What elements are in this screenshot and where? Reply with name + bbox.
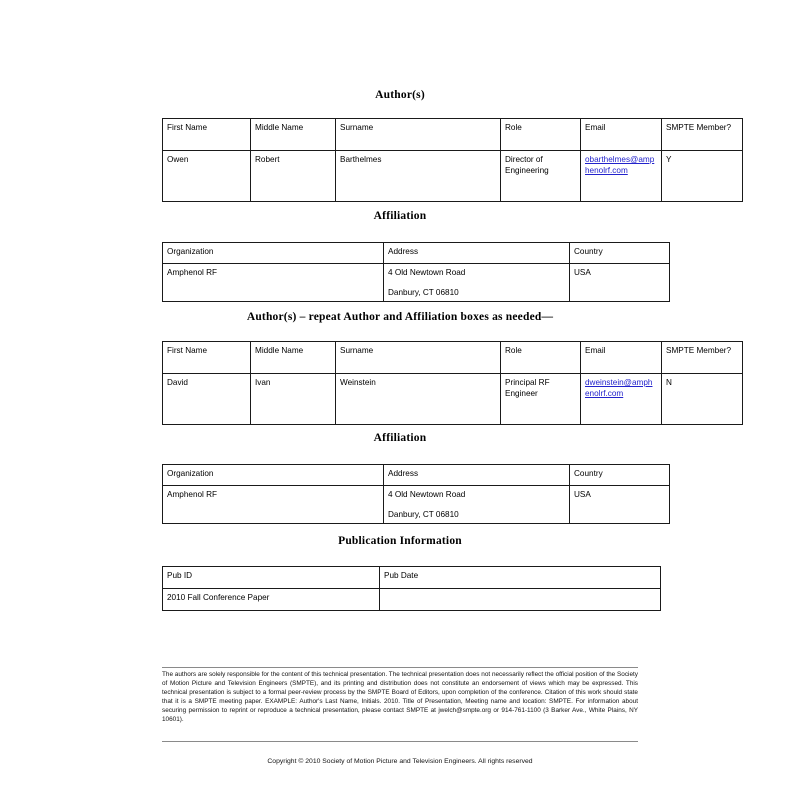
table-row [163,374,743,425]
header-smpte-member: SMPTE Member? [662,342,743,374]
header-smpte-member: SMPTE Member? [662,119,743,151]
header-pub-date: Pub Date [380,567,661,589]
cell-address [384,264,570,302]
footer-disclaimer: The authors are solely responsible for the content of this technical presentation. The technical presentation does not necessarily reflect the official position of the Society of Motion Picture and Television Engineers (SMPTE), and its printing and distribution does not constitute an endorsement of views which may be expressed. This technical presentation is subject to a formal peer-review process by the SMPTE Board of Editors, upon completion of the conference. Citation of this work should state that it is a SMPTE meeting paper. EXAMPLE: Author's Last Name, Initials. 2010. Title of Presentation, Meeting name and location: SMPTE. For information about securing permission to reprint or reproduce a technical presentation, please contact SMPTE at jwelch@smpte.org or 914-761-1100 (3 Barker Ave., White Plains, NY 10601). [162,671,638,723]
cell-smpte-member: N [662,374,743,425]
authors-section-heading: Author(s) [375,89,425,101]
cell-role: Director of Engineering [501,151,581,202]
table-header-row [163,342,743,374]
table-row [163,151,743,202]
header-middle-name: Middle Name [251,119,336,151]
header-role: Role [501,342,581,374]
header-email: Email [581,342,662,374]
header-address: Address [384,243,570,264]
address-line-1: 4 Old Newtown Road [388,268,466,277]
header-surname: Surname [336,119,501,151]
table-row [163,486,670,524]
cell-surname: Weinstein [336,374,501,425]
cell-middle-name: Ivan [251,374,336,425]
header-email: Email [581,119,662,151]
cell-surname: Barthelmes [336,151,501,202]
cell-email [581,151,662,202]
email-link[interactable]: obarthelmes@amphenolrf.com [585,155,655,175]
header-country: Country [570,243,670,264]
copyright-notice: Copyright © 2010 Society of Motion Picture and Television Engineers. All rights reserved [267,758,533,765]
header-organization: Organization [163,465,384,486]
affiliation-table-1 [162,242,670,302]
cell-first-name: David [163,374,251,425]
address-line-2: Danbury, CT 06810 [388,510,459,519]
cell-organization: Amphenol RF [163,264,384,302]
author-table-2 [162,341,743,425]
affiliation-table-2 [162,464,670,524]
header-surname: Surname [336,342,501,374]
email-link[interactable]: dweinstein@amphenolrf.com [585,378,653,398]
authors-repeat-section-heading: Author(s) – repeat Author and Affiliation boxes as needed— [246,311,554,323]
address-line-1: 4 Old Newtown Road [388,490,466,499]
cell-first-name: Owen [163,151,251,202]
footer-divider-bottom [162,741,638,742]
table-header-row [163,119,743,151]
cell-address [384,486,570,524]
header-middle-name: Middle Name [251,342,336,374]
cell-email [581,374,662,425]
cell-middle-name: Robert [251,151,336,202]
header-first-name: First Name [163,119,251,151]
header-organization: Organization [163,243,384,264]
cell-country: USA [570,264,670,302]
publication-section-heading: Publication Information [338,535,462,547]
table-row [163,264,670,302]
header-address: Address [384,465,570,486]
table-header-row [163,465,670,486]
header-pub-id: Pub ID [163,567,380,589]
author-table-1 [162,118,743,202]
cell-pub-date [380,589,661,611]
footer-divider-top [162,667,638,668]
publication-table [162,566,661,611]
table-header-row [163,243,670,264]
cell-country: USA [570,486,670,524]
table-row [163,589,661,611]
header-first-name: First Name [163,342,251,374]
cell-organization: Amphenol RF [163,486,384,524]
affiliation-section-heading-2: Affiliation [373,432,427,444]
affiliation-section-heading-1: Affiliation [373,210,427,222]
table-header-row [163,567,661,589]
cell-role: Principal RF Engineer [501,374,581,425]
cell-smpte-member: Y [662,151,743,202]
header-country: Country [570,465,670,486]
cell-pub-id: 2010 Fall Conference Paper [163,589,380,611]
header-role: Role [501,119,581,151]
address-line-2: Danbury, CT 06810 [388,288,459,297]
